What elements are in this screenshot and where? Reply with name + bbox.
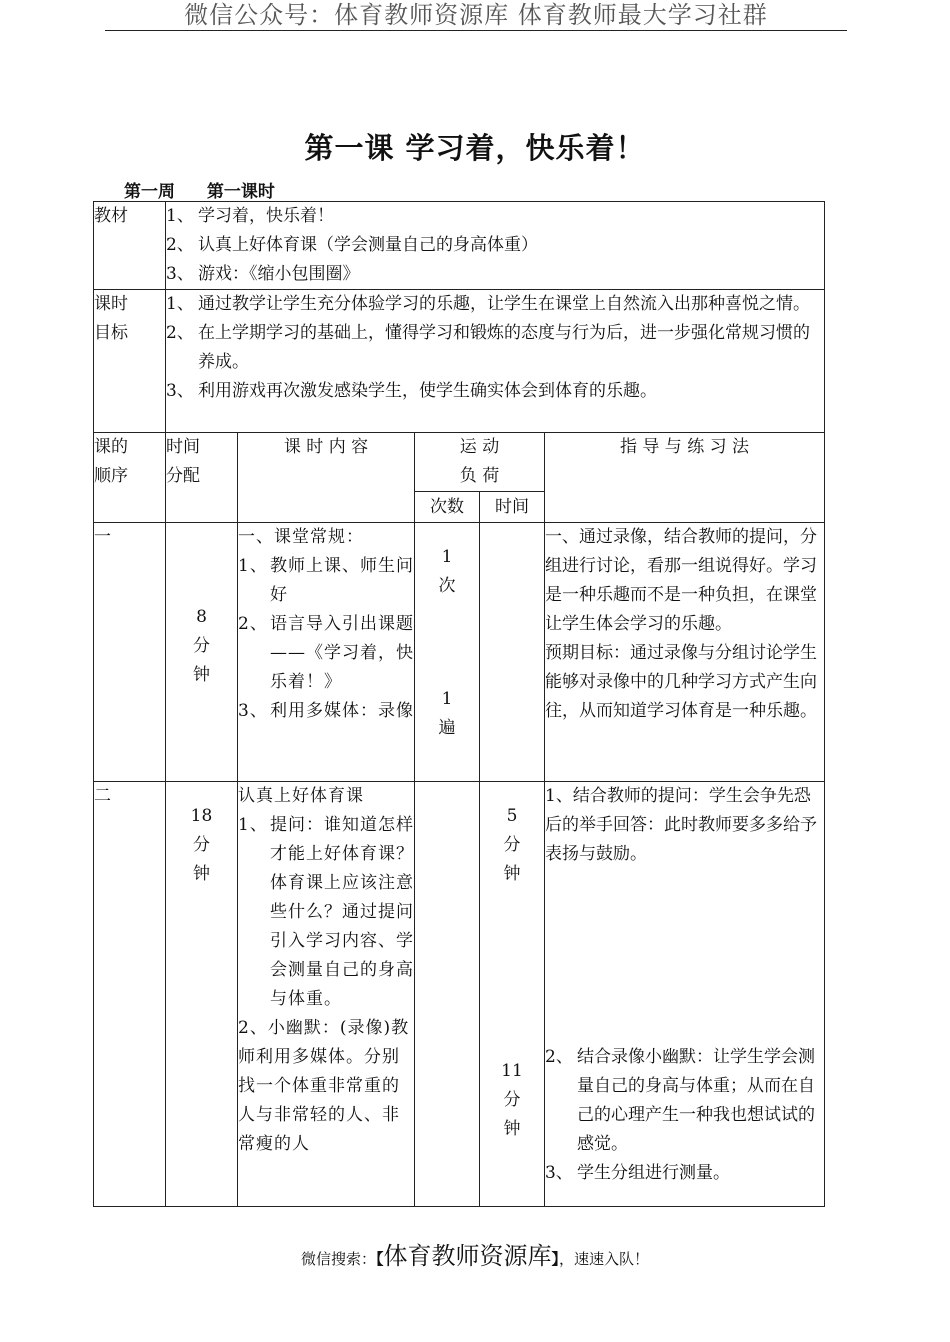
footer-bracket-left: 【	[375, 1250, 384, 1268]
guide-item: 3、 学生分组进行测量。	[545, 1163, 730, 1183]
content-item: 1、 提问：谁知道怎样才能上好体育课？体育课上应该注意些什么？通过提问引入学习内容、学会测量自己的身高与体重。	[238, 815, 414, 1009]
footer-account-name: 体育教师资源库	[383, 1242, 552, 1270]
content-item: 2、 语言导入引出课题——《学习着，快乐着！》	[238, 614, 414, 692]
objectives-row	[94, 290, 825, 433]
content-item: 3、 利用多媒体：录像	[238, 701, 414, 721]
footer-bracket-right: 】	[551, 1250, 560, 1268]
order-cell: 一	[94, 523, 166, 782]
order-cell: 二	[94, 782, 166, 1207]
materials-label: 教材	[94, 206, 128, 226]
duration-cell	[480, 523, 545, 782]
objective-item: 3、 利用游戏再次激发感染学生，使学生确实体会到体育的乐趣。	[166, 381, 657, 401]
objectives-label-1: 课时	[94, 294, 128, 314]
content-heading: 认真上好体育课	[238, 786, 364, 806]
time-cell: 18 分 钟	[166, 782, 238, 1207]
objectives-label-cell	[94, 290, 166, 433]
count-cell: 1 次 1 遍	[415, 523, 480, 782]
page-footer	[0, 1236, 950, 1271]
week-info	[124, 177, 301, 202]
content-cell	[238, 523, 415, 782]
materials-item: 3、 游戏：《缩小包围圈》	[166, 264, 360, 284]
count-cell	[415, 782, 480, 1207]
time-cell: 8 分 钟	[166, 523, 238, 782]
content-heading: 一、课堂常规：	[238, 527, 364, 547]
guide-item: 2、 结合录像小幽默：让学生学会测量自己的身高与体重；从而在自己的心理产生一种我也想试试的感觉。	[545, 1047, 815, 1154]
footer-suffix: ，速速入队！	[559, 1250, 650, 1268]
week-label: 第一周	[124, 182, 175, 202]
guide-cell	[545, 523, 825, 782]
materials-label-cell	[94, 202, 166, 290]
objectives-label-2: 目标	[94, 323, 128, 343]
duration-header: 时间	[480, 492, 545, 523]
load-header: 运 动 负 荷	[415, 433, 545, 492]
guide-header: 指 导 与 练 习 法	[545, 433, 825, 523]
guide-text: 预期目标：通过录像与分组讨论学生能够对录像中的几种学习方式产生向往，从而知道学习体育是一种乐趣。	[545, 643, 817, 721]
column-header-row	[94, 433, 825, 492]
order-header: 课的 顺序	[94, 433, 166, 523]
lesson-label: 第一课时	[206, 182, 275, 202]
duration-cell: 5 分 钟 11 分 钟	[480, 782, 545, 1207]
materials-item: 1、 学习着，快乐着！	[166, 206, 334, 226]
materials-row	[94, 202, 825, 290]
page-header: 微信公众号：体育教师资源库 体育教师最大学习社群	[105, 0, 847, 31]
time-header: 时间 分配	[166, 433, 238, 523]
guide-text: 1、结合教师的提问：学生会争先恐后的举手回答：此时教师要多多给予表扬与鼓励。	[545, 786, 817, 864]
lesson-title: 第一课 学习着，快乐着！	[304, 131, 646, 165]
content-cell	[238, 782, 415, 1207]
content-item: 1、 教师上课、师生问好	[238, 556, 414, 605]
objective-item: 2、 在上学期学习的基础上，懂得学习和锻炼的态度与行为后，进一步强化常规习惯的养成。	[166, 323, 810, 372]
guide-text: 一、通过录像，结合教师的提问，分组进行讨论，看那一组说得好。学习是一种乐趣而不是一种负担，在课堂让学生体会学习的乐趣。	[545, 527, 817, 634]
materials-content-cell	[166, 202, 825, 290]
content-text: 2、小幽默：(录像)教师利用多媒体。分别找一个体重非常重的人与非常轻的人、非常瘦的人	[238, 1018, 410, 1154]
count-header: 次数	[415, 492, 480, 523]
lesson-part-row	[94, 523, 825, 782]
materials-item: 2、 认真上好体育课（学会测量自己的身高体重）	[166, 235, 538, 255]
lesson-plan-table	[93, 201, 825, 1207]
lesson-part-row	[94, 782, 825, 1207]
objective-item: 1、 通过教学让学生充分体验学习的乐趣，让学生在课堂上自然流入出那种喜悦之情。	[166, 294, 810, 314]
content-header: 课 时 内 容	[238, 433, 415, 523]
guide-cell	[545, 782, 825, 1207]
footer-prefix: 微信搜索：	[300, 1250, 376, 1268]
objectives-content-cell	[166, 290, 825, 433]
